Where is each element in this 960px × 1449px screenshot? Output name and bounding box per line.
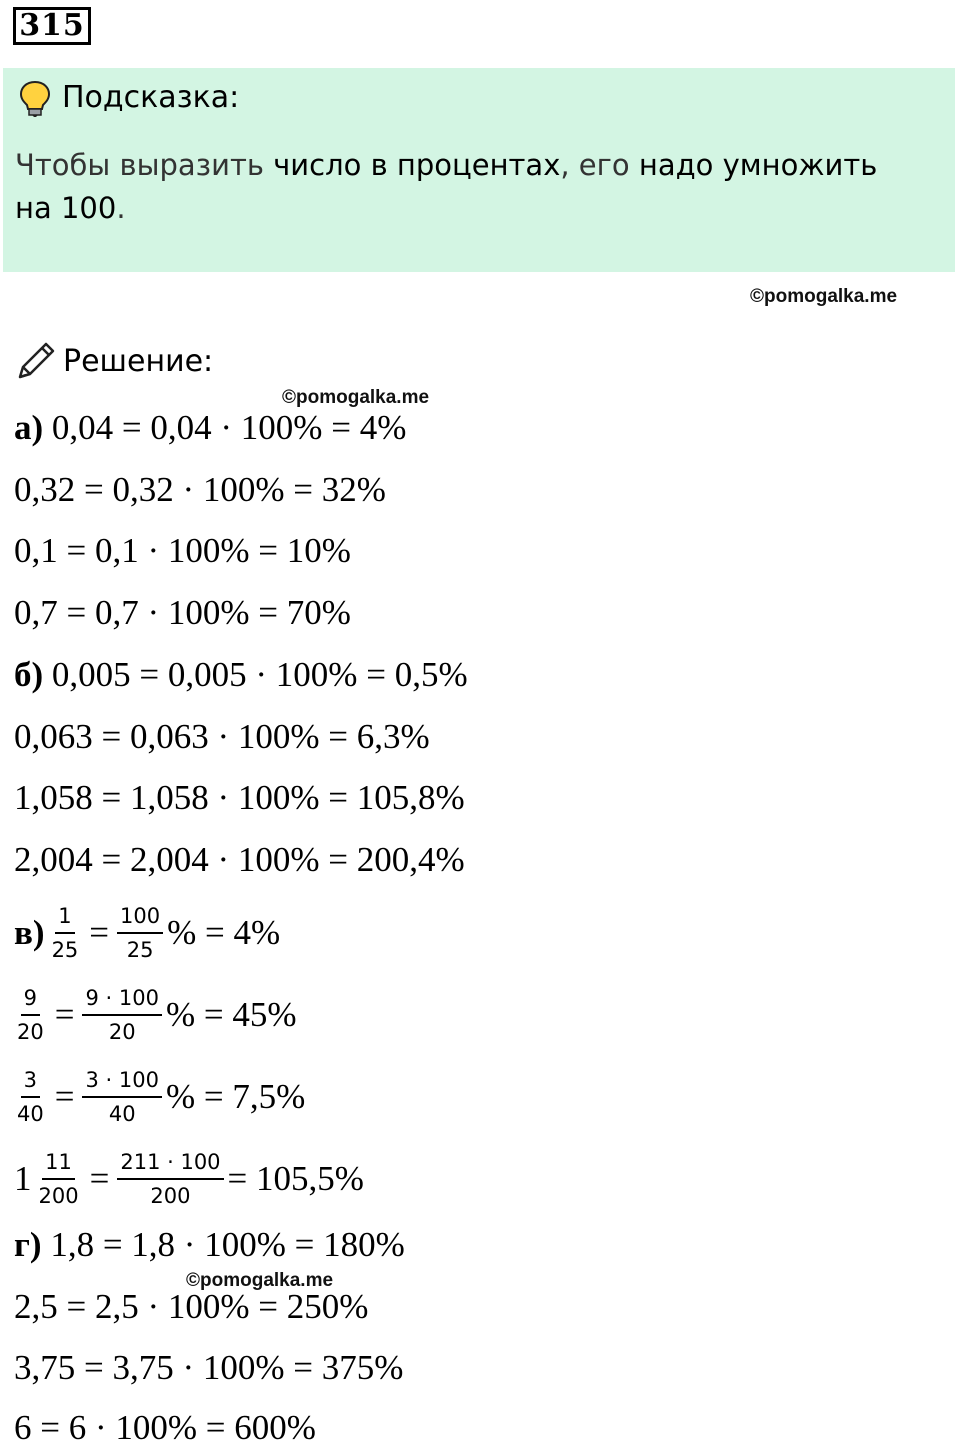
equals-sign: =: [89, 913, 110, 952]
solution-line: [14, 778, 465, 818]
numerator: 211 · 100: [117, 1150, 223, 1180]
solution-line: [14, 717, 430, 757]
denominator: 40: [108, 1102, 136, 1126]
solution-line: [14, 470, 386, 510]
fraction: [36, 1150, 82, 1208]
part-label: г): [14, 1225, 42, 1264]
watermark: ©pomogalka.me: [282, 387, 430, 408]
denominator: 25: [51, 938, 79, 962]
fraction-line: [14, 973, 297, 1057]
solution-title: Решение:: [63, 344, 214, 379]
expression-tail: % = 45%: [165, 995, 297, 1034]
denominator: 200: [150, 1184, 191, 1208]
fraction: [117, 904, 163, 962]
hint-box: [3, 68, 955, 272]
hint-text: [15, 144, 915, 230]
numerator: 9: [21, 986, 40, 1016]
numerator: 100: [117, 904, 163, 934]
fraction-line: [14, 1055, 305, 1139]
solution-line: [14, 408, 406, 448]
numerator: 1: [55, 904, 74, 934]
solution-line: [14, 655, 468, 695]
denominator: 20: [108, 1020, 136, 1044]
solution-line: [14, 593, 351, 633]
whole-part: 1: [14, 1159, 32, 1198]
expression: 1,8 = 1,8 · 100% = 180%: [50, 1225, 405, 1264]
watermark: ©pomogalka.me: [186, 1270, 334, 1291]
expression: 0,7 = 0,7 · 100% = 70%: [14, 593, 351, 632]
fraction: [14, 1068, 47, 1126]
expression: 0,04 = 0,04 · 100% = 4%: [51, 408, 407, 447]
hint-text-part: Чтобы выразить: [15, 148, 274, 182]
expression: 3,75 = 3,75 · 100% = 375%: [14, 1348, 404, 1387]
fraction: [49, 904, 82, 962]
denominator: 200: [38, 1184, 79, 1208]
fraction: [82, 986, 161, 1044]
numerator: 9 · 100: [82, 986, 161, 1016]
part-label: а): [14, 408, 44, 447]
watermark: ©pomogalka.me: [750, 286, 898, 307]
expression: 1,058 = 1,058 · 100% = 105,8%: [14, 778, 465, 817]
denominator: 40: [17, 1102, 44, 1126]
hint-bold-part: число в процентах: [273, 148, 561, 182]
solution-line: [14, 531, 351, 571]
solution-line: [14, 1348, 403, 1388]
expression: 2,5 = 2,5 · 100% = 250%: [14, 1287, 369, 1326]
solution-line: [14, 1225, 405, 1265]
lightbulb-icon: [18, 80, 52, 118]
expression: 0,063 = 0,063 · 100% = 6,3%: [14, 717, 430, 756]
hint-title: Подсказка:: [62, 80, 240, 115]
fraction-line: [14, 1137, 364, 1221]
expression-tail: % = 4%: [167, 913, 281, 952]
solution-line: [14, 840, 465, 880]
expression: 2,004 = 2,004 · 100% = 200,4%: [14, 840, 465, 879]
solution-line: [14, 1287, 368, 1327]
expression-tail: % = 7,5%: [165, 1077, 306, 1116]
expression: 0,005 = 0,005 · 100% = 0,5%: [51, 655, 468, 694]
denominator: 25: [126, 938, 154, 962]
expression-tail: = 105,5%: [227, 1159, 364, 1198]
solution-line: [14, 1408, 316, 1448]
equals-sign: =: [54, 995, 75, 1034]
hint-text-part: .: [116, 191, 126, 225]
hint-text-part: , его: [560, 148, 639, 182]
expression: 0,32 = 0,32 · 100% = 32%: [14, 470, 386, 509]
numerator: 3: [21, 1068, 40, 1098]
fraction: [82, 1068, 161, 1126]
expression: 0,1 = 0,1 · 100% = 10%: [14, 531, 351, 570]
numerator: 11: [42, 1150, 75, 1180]
fraction-line: [14, 891, 280, 975]
denominator: 20: [17, 1020, 44, 1044]
hint-bold-part: надо умножить на 100: [15, 148, 878, 225]
part-label: б): [14, 655, 44, 694]
task-number: 315: [13, 7, 91, 45]
fraction: [14, 986, 47, 1044]
numerator: 3 · 100: [82, 1068, 161, 1098]
fraction: [117, 1150, 223, 1208]
equals-sign: =: [89, 1159, 110, 1198]
part-label: в): [14, 913, 45, 952]
equals-sign: =: [54, 1077, 75, 1116]
pencil-icon: [14, 339, 58, 383]
expression: 6 = 6 · 100% = 600%: [14, 1408, 316, 1447]
